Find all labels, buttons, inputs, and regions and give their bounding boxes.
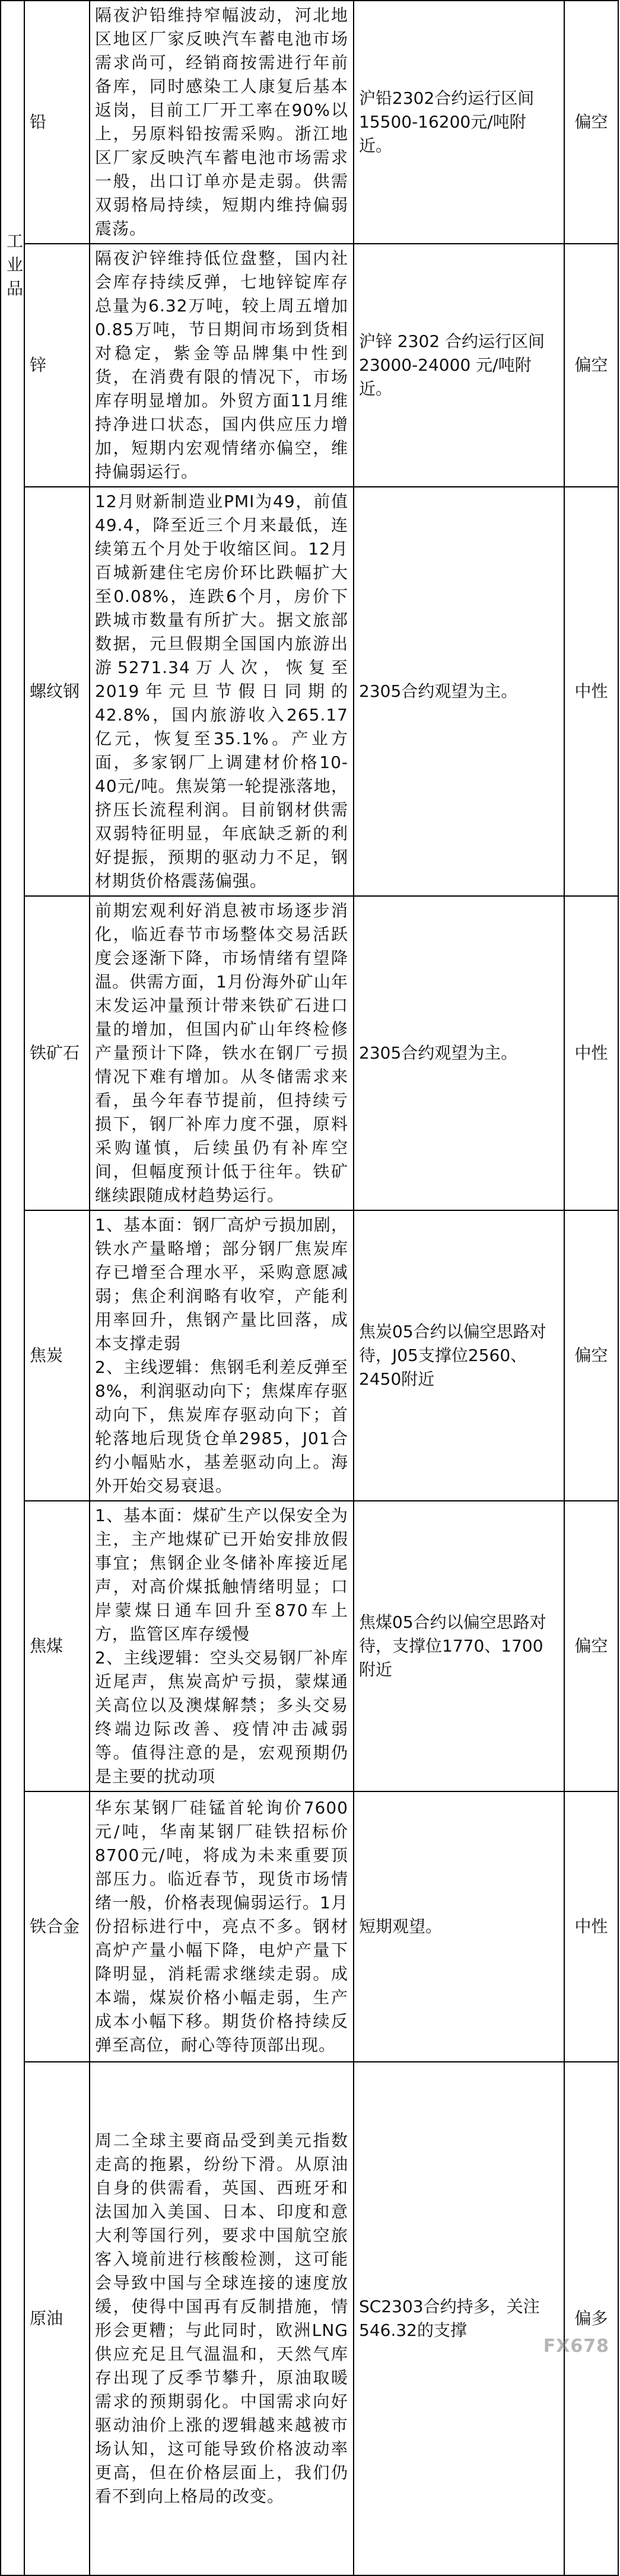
commodity-name: 焦炭 (24, 1210, 90, 1501)
bias-label: 中性 (564, 1791, 618, 2062)
analysis-text: 1、基本面：煤矿生产以保安全为主，主产地煤矿已开始安排放假事宜；焦钢企业冬储补库接近尾声，对高价煤抵触情绪明显；口岸蒙煤日通车回升至870车上方，监管区库存缓慢 2、主线逻辑：空头交易钢厂补库近尾声，焦炭高炉亏损，蒙煤通关高位以及澳煤解禁；多头交易终端边际改善、疫情冲击减弱等。值得注意的是，宏观预期仍是主要的扰动项 (90, 1501, 354, 1791)
strategy-view: 2305合约观望为主。 (354, 487, 564, 896)
analysis-text: 前期宏观利好消息被市场逐步消化，临近春节市场整体交易活跃度会逐渐下降，市场情绪有望降温。供需方面，1月份海外矿山年末发运冲量预计带来铁矿石进口量的增加，但国内矿山年终检修产量预计下降，铁水在钢厂亏损情况下难有增加。从冬储需求来看，虽今年春节提前，但持续亏损下，钢厂补库力度不强，原料采购谨慎，后续虽仍有补库空间，但幅度预计低于往年。铁矿继续跟随成材趋势运行。 (90, 896, 354, 1210)
strategy-view: 沪锌 2302 合约运行区间23000-24000 元/吨附近。 (354, 244, 564, 487)
table-row (1, 1, 618, 244)
table-row (1, 1501, 618, 1791)
category-label: 工业品 (6, 231, 23, 298)
strategy-view: 短期观望。 (354, 1791, 564, 2062)
bias-label: 偏空 (564, 1501, 618, 1791)
strategy-view: 沪铅2302合约运行区间15500-16200元/吨附近。 (354, 1, 564, 244)
commodity-name: 螺纹钢 (24, 487, 90, 896)
table-row (1, 1791, 618, 2062)
strategy-view: SC2303合约持多，关注546.32的支撑 (354, 2062, 564, 2575)
commodity-name: 焦煤 (24, 1501, 90, 1791)
commodity-name: 锌 (24, 244, 90, 487)
strategy-view: 焦炭05合约以偏空思路对待，J05支撑位2560、2450附近 (354, 1210, 564, 1501)
category-cell (1, 1, 24, 2575)
strategy-view: 焦煤05合约以偏空思路对待，支撑位1770、1700附近 (354, 1501, 564, 1791)
analysis-text: 隔夜沪锌维持低位盘整，国内社会库存持续反弹，七地锌锭库存总量为6.32万吨，较上周五增加0.85万吨，节日期间市场到货相对稳定，紫金等品牌集中性到货，在消费有限的情况下，市场库存明显增加。外贸方面11月维持净进口状态，国内供应压力增加，短期内宏观情绪亦偏空，维持偏弱运行。 (90, 244, 354, 487)
table-row (1, 896, 618, 1210)
analysis-text: 华东某钢厂硅锰首轮询价7600元/吨，华南某钢厂硅铁招标价8700元/吨，将成为未来重要顶部压力。临近春节，现货市场情绪一般，价格表现偏弱运行。1月份招标进行中，亮点不多。钢材高炉产量小幅下降，电炉产量下降明显，消耗需求继续走弱。成本端，煤炭价格小幅走弱，生产成本小幅下移。期货价格持续反弹至高位，耐心等待顶部出现。 (90, 1791, 354, 2062)
bias-label: 中性 (564, 487, 618, 896)
table-row (1, 2062, 618, 2575)
bias-label: 偏空 (564, 1, 618, 244)
table-row (1, 487, 618, 896)
analysis-text: 周二全球主要商品受到美元指数走高的拖累，纷纷下滑。从原油自身的供需看，英国、西班牙和法国加入美国、日本、印度和意大利等国行列，要求中国航空旅客入境前进行核酸检测，这可能会导致中国与全球连接的速度放缓，使得中国再有反制措施，情形会更糟；与此同时，欧洲LNG供应充足且气温温和，天然气库存出现了反季节攀升，原油取暖需求的预期弱化。中国需求向好驱动油价上涨的逻辑越来越被市场认知，这可能导致价格波动率更高，但在价格层面上，我们仍看不到向上格局的改变。 (90, 2062, 354, 2575)
commodity-name: 原油 (24, 2062, 90, 2575)
bias-label: 偏空 (564, 244, 618, 487)
analysis-text: 1、基本面：钢厂高炉亏损加剧，铁水产量略增；部分钢厂焦炭库存已增至合理水平，采购意愿减弱；焦企利润略有收窄，产能利用率回升，焦钢产量比回落，成本支撑走弱 2、主线逻辑：焦钢毛利差反弹至8%，利润驱动向下；焦煤库存驱动向下，焦炭库存驱动向下；首轮落地后现货仓单2985，J01合约小幅贴水，基差驱动向上。海外开始交易衰退。 (90, 1210, 354, 1501)
watermark-logo: FX678 (543, 2336, 609, 2357)
table-row (1, 1210, 618, 1501)
bias-label: 中性 (564, 896, 618, 1210)
analysis-text: 隔夜沪铅维持窄幅波动，河北地区地区厂家反映汽车蓄电池市场需求尚可，经销商按需进行年前备库，同时感染工人康复后基本返岗，目前工厂开工率在90%以上，另原料铅按需采购。浙江地区厂家反映汽车蓄电池市场需求一般，出口订单亦是走弱。供需双弱格局持续，短期内维持偏弱震荡。 (90, 1, 354, 244)
bias-label: 偏多 (564, 2062, 618, 2575)
analysis-text: 12月财新制造业PMI为49，前值49.4，降至近三个月来最低，连续第五个月处于收缩区间。12月百城新建住宅房价环比跌幅扩大至0.08%，连跌6个月，房价下跌城市数量有所扩大。据文旅部数据，元旦假期全国国内旅游出游5271.34万人次，恢复至2019年元旦节假日同期的42.8%，国内旅游收入265.17亿元，恢复至35.1%。产业方面，多家钢厂上调建材价格10-40元/吨。焦炭第一轮提涨落地，挤压长流程利润。目前钢材供需双弱特征明显，年底缺乏新的利好提振，预期的驱动力不足，钢材期货价格震荡偏强。 (90, 487, 354, 896)
table-row (1, 244, 618, 487)
commodity-name: 铁矿石 (24, 896, 90, 1210)
strategy-view: 2305合约观望为主。 (354, 896, 564, 1210)
commodity-name: 铅 (24, 1, 90, 244)
bias-label: 偏空 (564, 1210, 618, 1501)
commodity-name: 铁合金 (24, 1791, 90, 2062)
